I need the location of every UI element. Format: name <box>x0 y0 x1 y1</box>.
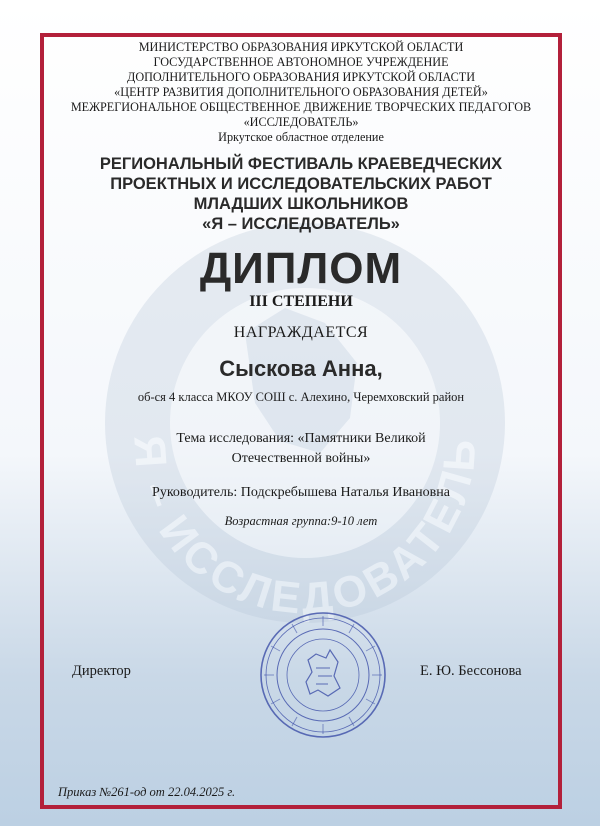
director-label: Директор <box>72 663 131 679</box>
festival-title <box>44 154 558 234</box>
institution-line-2: ДОПОЛНИТЕЛЬНОГО ОБРАЗОВАНИЯ ИРКУТСКОЙ ОБЛАСТИ <box>127 70 475 84</box>
recipient-school: об-ся 4 класса МКОУ СОШ с. Алехино, Черемховский район <box>137 390 465 404</box>
diploma-degree: III СТЕПЕНИ <box>249 293 353 310</box>
institution-line-1: ГОСУДАРСТВЕННОЕ АВТОНОМНОЕ УЧРЕЖДЕНИЕ <box>153 55 449 69</box>
svg-text:Я – ИССЛЕДОВАТЕЛЬ: Я – ИССЛЕДОВАТЕЛЬ <box>124 434 486 624</box>
institution-line-3: «ЦЕНТР РАЗВИТИЯ ДОПОЛНИТЕЛЬНОГО ОБРАЗОВАНИЯ ДЕТЕЙ» <box>114 85 488 99</box>
movement-line-1: МЕЖРЕГИОНАЛЬНОЕ ОБЩЕСТВЕННОЕ ДВИЖЕНИЕ ТВОРЧЕСКИХ ПЕДАГОГОВ <box>70 100 532 114</box>
research-leader: Руководитель: Подскребышева Наталья Ивановна <box>152 485 450 500</box>
diploma-title: ДИПЛОМ <box>199 244 403 293</box>
branch-name: Иркутское областное отделение <box>218 130 384 144</box>
order-reference: Приказ №261-од от 22.04.2025 г. <box>58 785 236 799</box>
ministry-name: МИНИСТЕРСТВО ОБРАЗОВАНИЯ ИРКУТСКОЙ ОБЛАСТИ <box>138 40 464 54</box>
topic-line-2: Отечественной войны» <box>231 451 371 466</box>
age-group: Возрастная группа:9-10 лет <box>224 514 378 528</box>
movement-line-2: «ИССЛЕДОВАТЕЛЬ» <box>243 115 359 129</box>
festival-line-2: ПРОЕКТНЫХ И ИССЛЕДОВАТЕЛЬСКИХ РАБОТ <box>110 175 492 193</box>
festival-line-3: МЛАДШИХ ШКОЛЬНИКОВ <box>193 195 409 213</box>
festival-line-1: РЕГИОНАЛЬНЫЙ ФЕСТИВАЛЬ КРАЕВЕДЧЕСКИХ <box>99 155 503 173</box>
director-name: Е. Ю. Бессонова <box>420 663 522 679</box>
topic-line-1: Тема исследования: «Памятники Великой <box>176 431 426 446</box>
official-stamp <box>258 610 388 740</box>
festival-line-4: «Я – ИССЛЕДОВАТЕЛЬ» <box>202 215 400 233</box>
awarded-label: НАГРАЖДАЕТСЯ <box>233 324 369 341</box>
recipient-name: Сыскова Анна, <box>219 356 383 381</box>
diploma-content <box>44 40 558 529</box>
research-topic <box>44 429 558 469</box>
